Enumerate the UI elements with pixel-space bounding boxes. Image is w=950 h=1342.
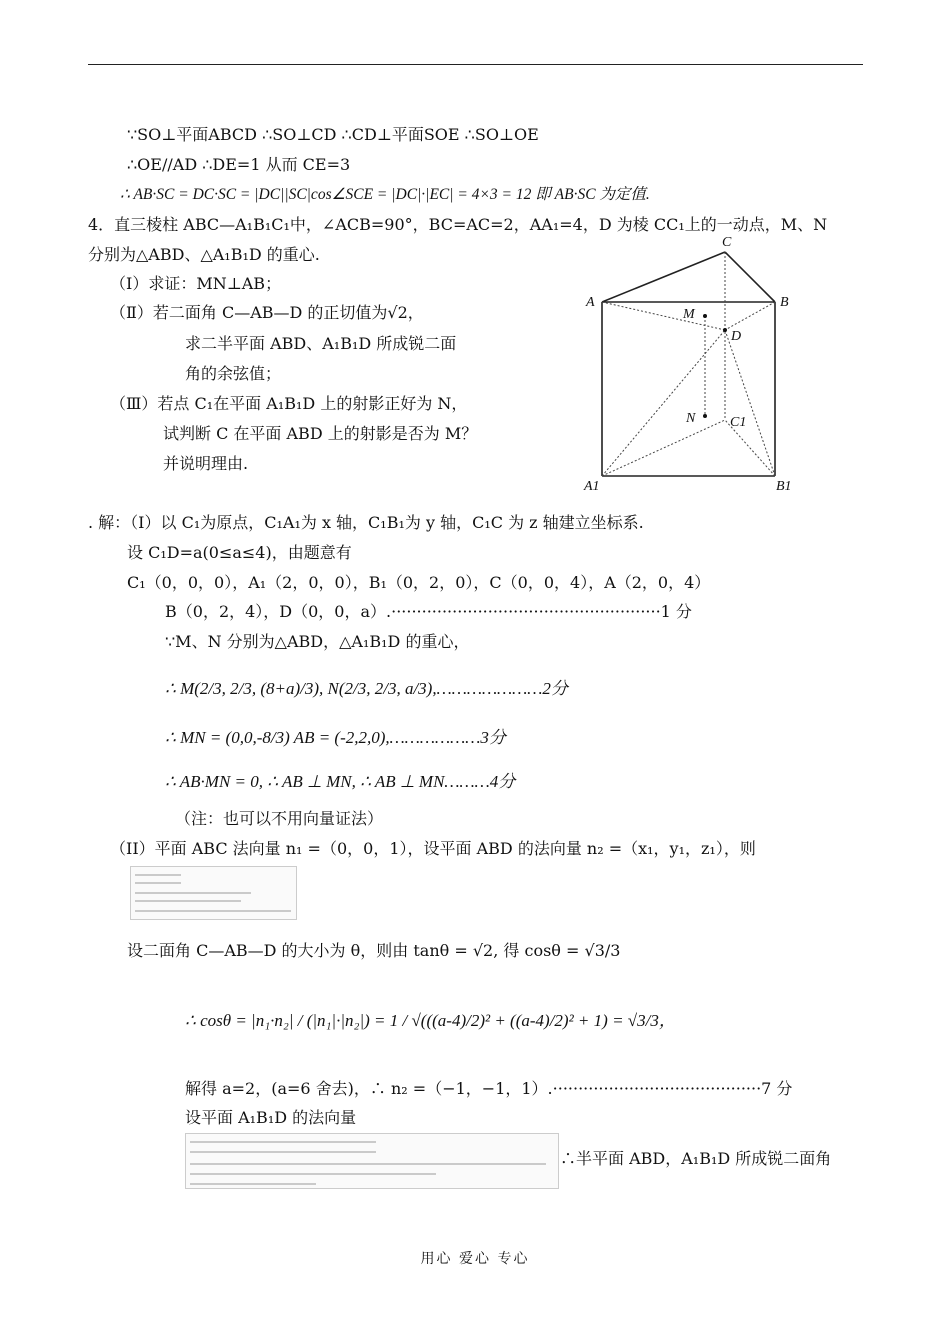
acute-dihedral-line: ∴半平面 ABD，A₁B₁D 所成锐二面角 xyxy=(560,1149,832,1168)
label-N: N xyxy=(686,411,696,426)
part-2-normal: （II）平面 ABC 法向量 n₁ =（0，0，1），设平面 ABD 的法向量 n₂ =（x₁，y₁，z₁），则 xyxy=(110,839,756,858)
solution-coords: C₁（0，0，0），A₁（2，0，0），B₁（0，2，0），C（0，0，4），A（2，0，4） xyxy=(127,573,711,592)
label-C: C xyxy=(722,235,732,250)
question-2-cont2: 角的余弦值； xyxy=(185,364,282,383)
formula-cos: ∴ cosθ = |n₁·n₂| / (|n₁|·|n₂|) = 1 / √(((a-4)/2)² + ((a-4)/2)² + 1) = √3/3， xyxy=(185,1011,676,1030)
edge-CB xyxy=(725,252,775,302)
solution-intro: . 解：（I）以 C₁为原点，C₁A₁为 x 轴，C₁B₁为 y 轴，C₁C 为 z 轴建立坐标系. xyxy=(88,513,644,532)
line-so-perp: ∵SO⊥平面ABCD ∴SO⊥CD ∴CD⊥平面SOE ∴SO⊥OE xyxy=(127,125,539,144)
question-3-cont2: 并说明理由. xyxy=(163,454,249,473)
problem-4-statement: 4．直三棱柱 ABC—A₁B₁C₁中，∠ACB=90°，BC=AC=2，AA₁=4，D 为棱 CC₁上的一动点，M、N xyxy=(88,215,828,234)
formula-perp: ∴ AB·MN = 0, ∴ AB ⊥ MN, ∴ AB ⊥ MN………4分 xyxy=(165,772,516,791)
line-oe-ad: ∴OE//AD ∴DE=1 从而 CE=3 xyxy=(127,155,351,174)
normal-A1B1D: 设平面 A₁B₁D 的法向量 xyxy=(185,1108,357,1127)
dihedral-angle-line: 设二面角 C—AB—D 的大小为 θ，则由 tanθ = √2, 得 cosθ = √3/3 xyxy=(127,941,621,960)
edge-B1D xyxy=(725,330,775,476)
page-footer: 用心 爱心 专心 xyxy=(420,1251,530,1267)
question-1: （Ⅰ）求证：MN⊥AB； xyxy=(110,274,282,293)
formula-MN-AB: ∴ MN = (0,0,-8/3) AB = (-2,2,0),………………3分 xyxy=(165,728,506,747)
formula-M-N: ∴ M(2/3, 2/3, (8+a)/3), N(2/3, 2/3, a/3),…………………2分 xyxy=(165,679,568,698)
question-2: （Ⅱ）若二面角 C—AB—D 的正切值为√2， xyxy=(110,303,424,322)
note-vector: （注：也可以不用向量证法） xyxy=(175,809,384,828)
thumb-lines-1 xyxy=(131,867,296,919)
small-equation-image-2 xyxy=(185,1133,559,1189)
label-D: D xyxy=(731,329,742,344)
solve-a: 解得 a=2，(a=6 舍去)，∴ n₂ =（−1，−1，1）.·········································7 分 xyxy=(185,1079,793,1098)
point-N xyxy=(703,414,707,418)
edge-A1C1 xyxy=(602,420,725,476)
prism-figure xyxy=(580,234,820,496)
edge-BD xyxy=(725,302,775,330)
small-equation-image-1 xyxy=(130,866,297,920)
label-A1: A1 xyxy=(584,479,600,494)
solution-centroid: ∵M、N 分别为△ABD，△A₁B₁D 的重心， xyxy=(165,632,470,651)
point-M xyxy=(703,314,707,318)
question-3: （Ⅲ）若点 C₁在平面 A₁B₁D 上的射影正好为 N， xyxy=(110,394,468,413)
point-D xyxy=(723,328,727,332)
edge-A1D xyxy=(602,330,725,476)
question-2-cont: 求二半平面 ABD、A₁B₁D 所成锐二面 xyxy=(185,334,457,353)
label-C1: C1 xyxy=(730,415,747,430)
label-B: B xyxy=(780,295,789,310)
thumb-lines-2 xyxy=(186,1134,558,1188)
solution-set-d: 设 C₁D=a(0≤a≤4)，由题意有 xyxy=(127,543,352,562)
label-A: A xyxy=(586,295,595,310)
header-rule xyxy=(88,64,863,65)
problem-4-statement-cont: 分别为△ABD、△A₁B₁D 的重心. xyxy=(88,245,320,264)
line-dot-product: ∴ AB·SC = DC·SC = |DC||SC|cos∠SCE = |DC|·|EC| = 4×3 = 12 即 AB·SC 为定值. xyxy=(120,186,650,203)
label-B1: B1 xyxy=(776,479,792,494)
label-M: M xyxy=(683,307,695,322)
question-3-cont: 试判断 C 在平面 ABD 上的射影是否为 M？ xyxy=(163,424,478,443)
solution-coords-cont: B（0，2，4），D（0，0，a）.·····················································1 分 xyxy=(165,602,692,621)
edge-AC xyxy=(602,252,725,302)
